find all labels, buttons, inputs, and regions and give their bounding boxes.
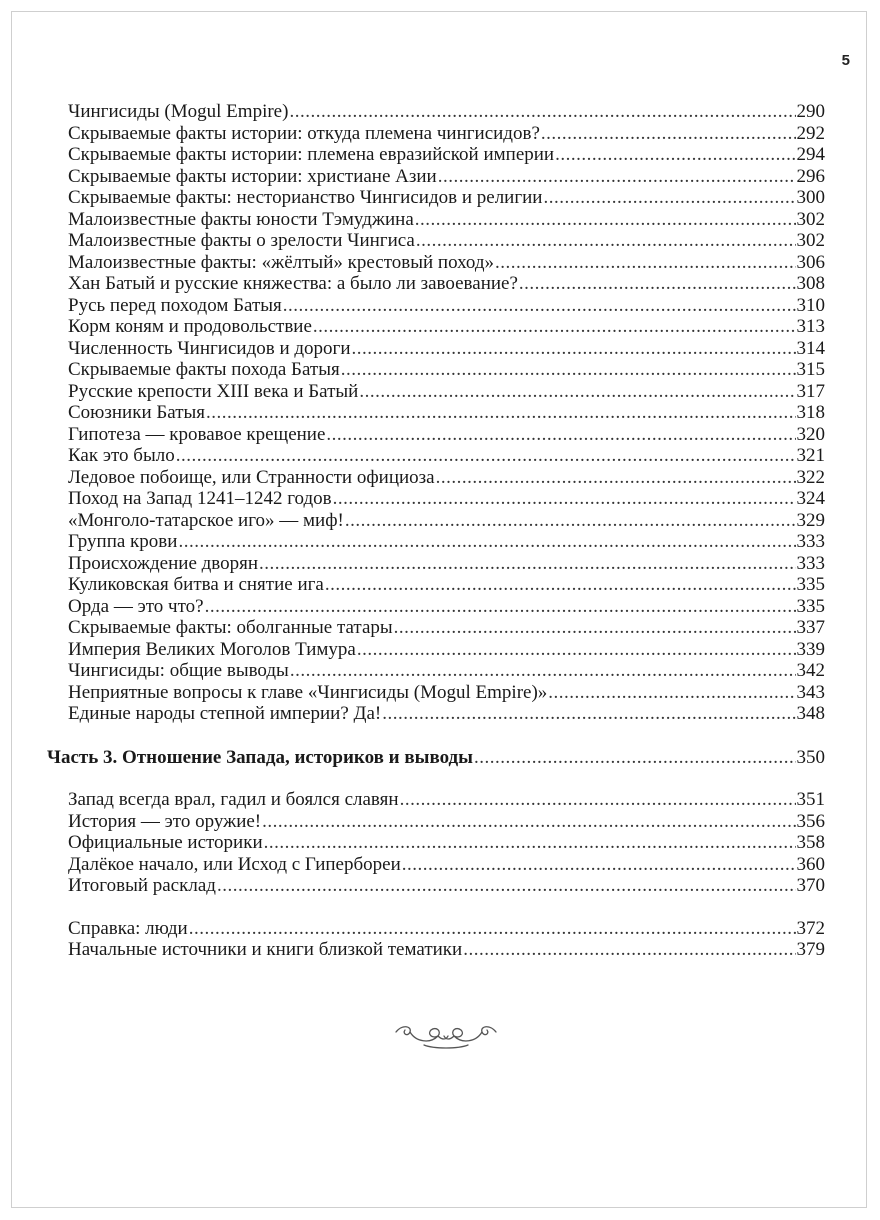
dot-leader	[283, 295, 796, 317]
section-gap	[47, 897, 825, 918]
toc-entry-title: Итоговый расклад	[68, 875, 216, 896]
toc-entry-page: 337	[796, 617, 825, 638]
toc-entry-title: Единые народы степной империи? Да!	[68, 703, 382, 724]
dot-leader	[352, 338, 796, 360]
toc-entry-title: Орда — это что?	[68, 595, 204, 617]
toc-entry-page: 317	[796, 380, 825, 402]
toc-entry	[47, 295, 825, 317]
dot-leader	[541, 123, 796, 145]
toc-entry	[47, 424, 825, 446]
toc-entry	[47, 144, 825, 166]
flourish-ornament-icon	[394, 1020, 498, 1050]
toc-entry-page: 313	[796, 316, 825, 337]
toc-entry-title: Группа крови	[68, 531, 178, 552]
toc-entry-title: Начальные источники и книги близкой тематики	[68, 939, 463, 960]
toc-entry	[47, 445, 825, 467]
dot-leader	[474, 747, 796, 769]
toc-entry-page: 300	[796, 187, 825, 208]
part-title: Часть 3. Отношение Запада, историков и выводы	[47, 746, 473, 768]
toc-entry-title: Скрываемые факты истории: откуда племена чингисидов?	[68, 122, 540, 144]
toc-entry-title: Скрываемые факты похода Батыя	[68, 359, 340, 380]
toc-entry-title: Происхождение дворян	[68, 552, 259, 574]
toc-entry	[47, 682, 825, 704]
toc-entry	[47, 381, 825, 403]
toc-entry-page: 324	[796, 488, 825, 509]
toc-entry	[47, 166, 825, 188]
dot-leader	[436, 467, 796, 489]
toc-section-c	[47, 918, 825, 961]
dot-leader	[178, 531, 795, 553]
toc-entry-title: Куликовская битва и снятие ига	[68, 574, 324, 595]
toc-entry-page: 302	[796, 208, 825, 230]
toc-entry	[47, 230, 825, 252]
page-number: 5	[841, 52, 850, 69]
dot-leader	[382, 703, 795, 725]
dot-leader	[289, 101, 795, 123]
toc-entry-title: Ледовое побоище, или Странности официоза	[68, 466, 435, 488]
toc-entry-page: 306	[796, 251, 825, 273]
dot-leader	[313, 316, 796, 338]
dot-leader	[402, 854, 796, 876]
toc-entry	[47, 596, 825, 618]
toc-entry-title: Малоизвестные факты юности Тэмуджина	[68, 208, 414, 230]
toc-entry-title: Малоизвестные факты о зрелости Чингиса	[68, 230, 415, 251]
toc-entry	[47, 854, 825, 876]
toc-entry-title: Хан Батый и русские княжества: а было ли завоевание?	[68, 273, 518, 294]
dot-leader	[548, 682, 795, 704]
toc-entry-page: 318	[796, 402, 825, 423]
dot-leader	[357, 639, 796, 661]
toc-entry	[47, 660, 825, 682]
toc-entry	[47, 703, 825, 725]
toc-entry	[47, 918, 825, 940]
toc-entry-page: 379	[796, 939, 825, 960]
toc-entry	[47, 832, 825, 854]
toc-entry-title: Как это было	[68, 445, 175, 466]
toc-entry-title: Запад всегда врал, гадил и боялся славян	[68, 789, 399, 810]
toc-entry-title: Корм коням и продовольствие	[68, 316, 312, 337]
toc-entry	[47, 553, 825, 575]
dot-leader	[463, 939, 795, 961]
toc-entry-title: Численность Чингисидов и дороги	[68, 337, 351, 359]
dot-leader	[259, 553, 795, 575]
toc-entry	[47, 939, 825, 961]
toc-entry	[47, 811, 825, 833]
toc-entry	[47, 617, 825, 639]
toc-entry-title: Скрываемые факты истории: христиане Азии	[68, 165, 437, 187]
toc-entry-title: История — это оружие!	[68, 810, 262, 832]
dot-leader	[341, 359, 796, 381]
dot-leader	[206, 402, 795, 424]
dot-leader	[290, 660, 796, 682]
toc-entry-page: 348	[796, 703, 825, 724]
toc-entry-page: 314	[796, 337, 825, 359]
toc-part-heading	[47, 747, 825, 769]
dot-leader	[264, 832, 796, 854]
toc-section-a	[47, 101, 825, 725]
toc-entry	[47, 639, 825, 661]
toc-entry-page: 329	[796, 509, 825, 531]
dot-leader	[345, 510, 796, 532]
toc-entry-page: 302	[796, 230, 825, 251]
toc-entry-title: «Монголо-татарское иго» — миф!	[68, 509, 344, 531]
toc-entry-page: 358	[796, 832, 825, 853]
toc-entry	[47, 531, 825, 553]
toc-entry-page: 370	[796, 875, 825, 896]
toc-entry-title: Чингисиды: общие выводы	[68, 660, 289, 681]
dot-leader	[543, 187, 795, 209]
toc-section-b	[47, 789, 825, 897]
dot-leader	[400, 789, 796, 811]
toc-entry-title: Поход на Запад 1241–1242 годов	[68, 488, 332, 509]
dot-leader	[495, 252, 796, 274]
toc-entry	[47, 338, 825, 360]
part-page: 350	[796, 746, 825, 768]
toc-entry-title: Скрываемые факты истории: племена евразийской империи	[68, 144, 555, 165]
toc-entry-title: Русские крепости XIII века и Батый	[68, 380, 359, 402]
toc-entry-page: 321	[796, 445, 825, 466]
dot-leader	[438, 166, 796, 188]
toc-entry-title: Малоизвестные факты: «жёлтый» крестовый поход»	[68, 251, 494, 273]
toc-entry-title: Скрываемые факты: несторианство Чингисидов и религии	[68, 187, 543, 208]
toc-entry-page: 310	[796, 294, 825, 316]
dot-leader	[333, 488, 796, 510]
toc-entry-title: Гипотеза — кровавое крещение	[68, 423, 326, 445]
toc-entry-page: 322	[796, 466, 825, 488]
toc-entry	[47, 359, 825, 381]
toc-entry	[47, 316, 825, 338]
toc-entry	[47, 252, 825, 274]
dot-leader	[176, 445, 796, 467]
toc-entry-title: Чингисиды (Mogul Empire)	[68, 101, 289, 122]
toc-entry	[47, 574, 825, 596]
toc-entry-page: 290	[796, 101, 825, 122]
dot-leader	[519, 273, 796, 295]
toc-entry-title: Скрываемые факты: оболганные татары	[68, 617, 393, 638]
dot-leader	[217, 875, 796, 897]
toc-entry-page: 360	[796, 853, 825, 875]
toc-entry	[47, 209, 825, 231]
dot-leader	[415, 209, 796, 231]
dot-leader	[189, 918, 796, 940]
toc-entry-title: Русь перед походом Батыя	[68, 294, 282, 316]
toc-entry-page: 335	[796, 595, 825, 617]
toc-entry-page: 342	[796, 660, 825, 681]
toc-entry-page: 320	[796, 423, 825, 445]
toc-entry	[47, 123, 825, 145]
dot-leader	[262, 811, 795, 833]
toc-entry	[47, 789, 825, 811]
dot-leader	[555, 144, 795, 166]
toc-entry	[47, 467, 825, 489]
toc-entry-page: 372	[796, 917, 825, 939]
toc-entry-page: 296	[796, 165, 825, 187]
dot-leader	[326, 424, 795, 446]
dot-leader	[359, 381, 795, 403]
toc-entry	[47, 402, 825, 424]
toc-entry	[47, 101, 825, 123]
toc-entry-page: 335	[796, 574, 825, 595]
toc-entry-page: 343	[796, 681, 825, 703]
toc-entry-title: Справка: люди	[68, 917, 188, 939]
toc-entry	[47, 187, 825, 209]
toc-entry-page: 308	[796, 273, 825, 294]
toc-entry-page: 315	[796, 359, 825, 380]
toc-entry-page: 292	[796, 122, 825, 144]
toc-entry	[47, 875, 825, 897]
toc-entry	[47, 488, 825, 510]
toc-entry-title: Союзники Батыя	[68, 402, 206, 423]
toc-entry-page: 333	[796, 552, 825, 574]
toc-entry-title: Далёкое начало, или Исход с Гипербореи	[68, 853, 401, 875]
toc-entry-page: 339	[796, 638, 825, 660]
table-of-contents	[47, 101, 825, 961]
toc-entry-title: Неприятные вопросы к главе «Чингисиды (Mogul Empire)»	[68, 681, 548, 703]
dot-leader	[394, 617, 796, 639]
toc-entry-page: 333	[796, 531, 825, 552]
toc-entry-page: 356	[796, 810, 825, 832]
dot-leader	[205, 596, 796, 618]
dot-leader	[416, 230, 796, 252]
toc-entry-page: 294	[796, 144, 825, 165]
toc-entry	[47, 510, 825, 532]
toc-entry-page: 351	[796, 789, 825, 810]
toc-entry-title: Официальные историки	[68, 832, 263, 853]
dot-leader	[325, 574, 796, 596]
toc-entry	[47, 273, 825, 295]
toc-entry-title: Империя Великих Моголов Тимура	[68, 638, 356, 660]
